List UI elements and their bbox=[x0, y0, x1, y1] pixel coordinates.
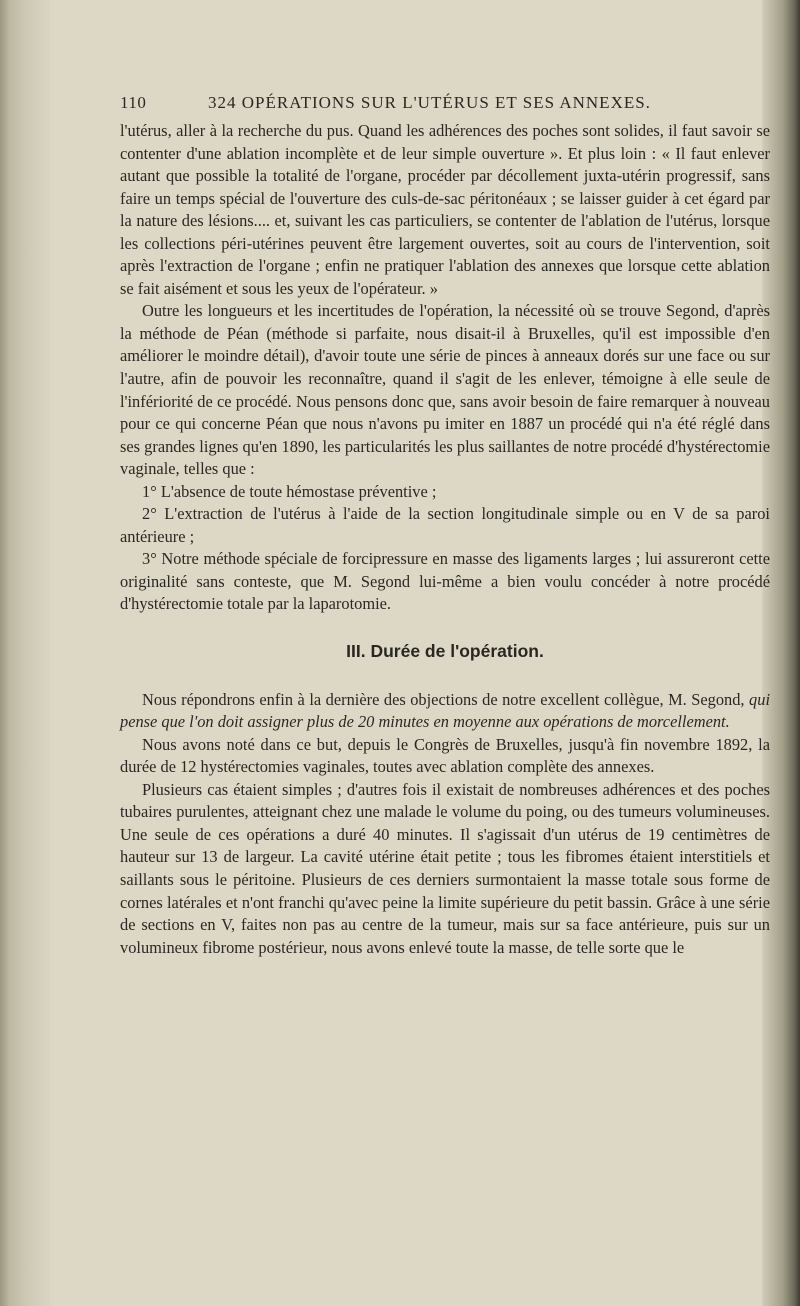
section-heading: III. Durée de l'opération. bbox=[346, 641, 544, 662]
running-title: 324 OPÉRATIONS SUR L'UTÉRUS ET SES ANNEXES. bbox=[208, 93, 651, 112]
list-item-1: 1° L'absence de toute hémostase préventive ; bbox=[142, 481, 437, 501]
list-item-2: 2° L'extraction de l'utérus à l'aide de la section longitudinale simple ou en V de sa paroi antérieure ; bbox=[120, 504, 770, 546]
page-header bbox=[120, 92, 770, 120]
paragraph-objection-italic: qui pense que l'on doit assigner plus de 20 minutes en moyenne aux opérations de morcellement. bbox=[120, 689, 770, 732]
paragraph-segond-pean: Outre les longueurs et les incertitudes de l'opération, la nécessité où se trouve Segond, d'après la méthode de Péan (méthode si parfaite, nous disait-il à Bruxelles, qu'il est impossible d'en améliorer le moindre détail), d'avoir toute une série de pinces à anneaux dorés sur une face ou sur l'autre, afin de pouvoir les reconnaître, quand il s'agit de les enlever, témoigne à elle seule de l'infériorité de ce procédé. Nous pensons donc que, sans avoir besoin de faire remarquer à nouveau pour ce qui concerne Péan que nous n'avons pu imiter en 1887 un procédé qui n'a été réglé dans ses grandes lignes qu'en 1890, les particularités les plus saillantes de notre procédé d'hystérectomie vaginale, telles que : bbox=[120, 301, 770, 479]
list-item-3: 3° Notre méthode spéciale de forcipressure en masse des ligaments larges ; lui assureront cette originalité sans conteste, que M. Segond lui-même a bien voulu concéder à notre procédé d'hystérectomie totale par la laparotomie. bbox=[120, 549, 770, 614]
book-page bbox=[120, 92, 770, 959]
page-number: 110 bbox=[120, 93, 147, 112]
paragraph-objection bbox=[120, 689, 770, 734]
scan-shadow-left bbox=[0, 0, 50, 1306]
paragraph-bruxelles: Nous avons noté dans ce but, depuis le Congrès de Bruxelles, jusqu'à fin novembre 1892, la durée de 12 hystérectomies vaginales, toutes avec ablation complète des annexes. bbox=[120, 734, 770, 777]
paragraph-objection-text: Nous répondrons enfin à la dernière des objections de notre excellent collègue, M. Segond, bbox=[142, 689, 750, 709]
paragraph-continuation: l'utérus, aller à la recherche du pus. Quand les adhérences des poches sont solides, il faut savoir se contenter d'une ablation incomplète et de leur simple ouverture ». Et plus loin : « Il faut enlever autant que possible la totalité de l'organe, procéder par décollement juxta-utérin progressif, sans faire un temps spécial de l'ouverture des culs-de-sac péritonéaux ; se laisser guider à cet égard par la nature des lésions.... et, suivant les cas particuliers, se contenter de l'ablation de l'utérus, lorsque les collections péri-utérines peuvent être largement ouvertes, soit au cours de l'intervention, soit après l'extraction de l'organe ; enfin ne pratiquer l'ablation des annexes que lorsque cette ablation se fait aisément et sous les yeux de l'opérateur. » bbox=[120, 121, 770, 298]
paragraph-cases: Plusieurs cas étaient simples ; d'autres fois il existait de nombreuses adhérences et des poches tubaires purulentes, atteignant chez une malade le volume du poing, ou des tumeurs volumineuses. Une seule de ces opérations a duré 40 minutes. Il s'agissait d'un utérus de 19 centimètres de hauteur sur 13 de largeur. La cavité utérine était petite ; tous les fibromes étaient interstitiels et saillants sous le péritoine. Plusieurs de ces derniers surmontaient la masse totale sous forme de cornes latérales et n'ont franchi qu'avec peine la limite supérieure du petit bassin. Grâce à une série de sections en V, faites non pas au centre de la tumeur, mais sur sa face antérieure, puis sur un volumineux fibrome postérieur, nous avons enlevé toute la masse, de telle sorte que le bbox=[120, 779, 770, 957]
